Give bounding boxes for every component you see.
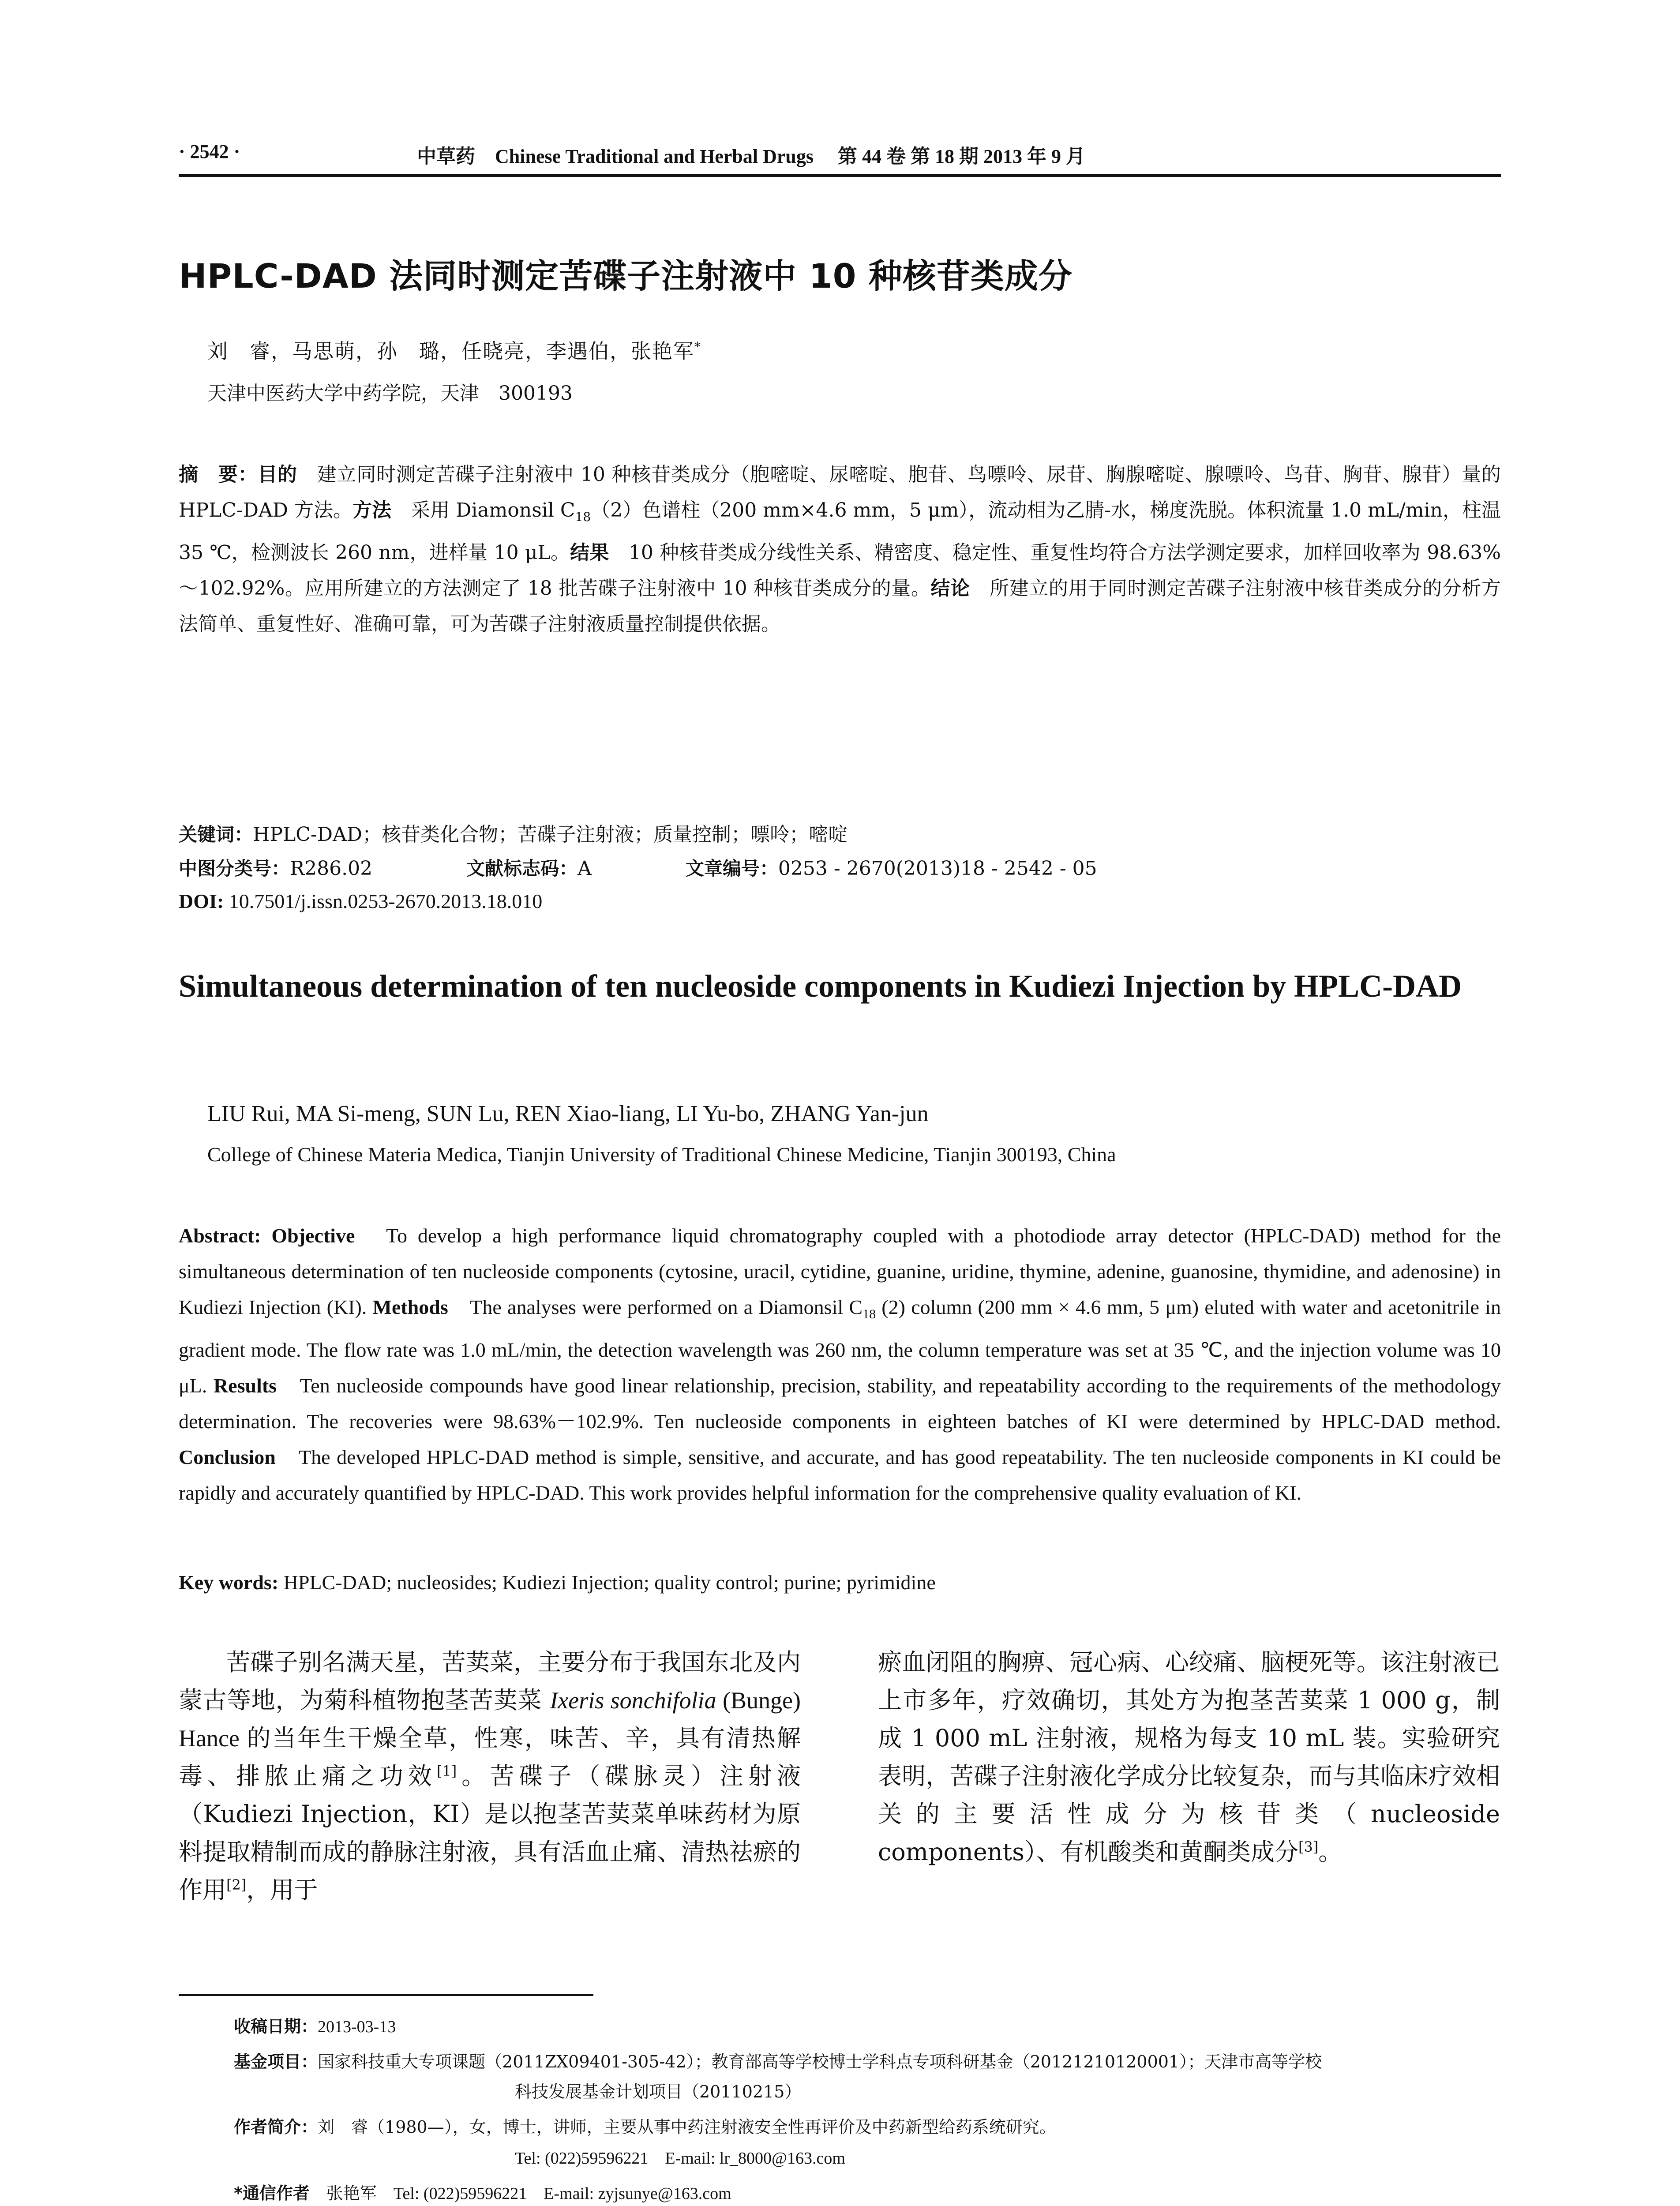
abstract-en-results-text: Ten nucleoside compounds have good linear relationship, precision, stability, and repeatability according to the requirements of the methodology determination. The recoveries were 98.63%－102.9%. Ten nucleoside components in eighteen batches of KI were determined by HPLC-DAD method. [179,1374,1501,1433]
body-text: 瘀血闭阻的胸痹、冠心病、心绞痛、脑梗死等。该注射液已上市多年，疗效确切，其处方为抱茎苦荬菜 1 000 g，制成 1 000 mL 注射液，规格为每支 10 mL 装。实验研究表明，苦碟子注射液化学成分比较复杂，而与其临床疗效相关的主要活性成分为核苷类（nucleoside components）、有机酸类和黄酮类成分 [878,1648,1500,1866]
footnote-author [234,2113,1056,2138]
footnote-rule [179,1994,593,1996]
abstract-en-results-label: Results [213,1374,277,1397]
corresponding-mark: * [694,339,701,354]
doi-value[interactable]: 10.7501/j.issn.0253-2670.2013.18.010 [229,890,543,912]
abstract-en-methods-text-cont: (2) column (200 mm × 4.6 mm, 5 μm) eluted with water and acetonitrile in gradient mode. The flow rate was 1.0 mL/min, the detection wavelength was 260 nm, the column temperature was set at 35 ℃, and the injection volume was 10 μL. [179,1296,1501,1397]
body-paragraph [179,1643,801,1909]
footnote-corresponding [234,2180,731,2204]
doc-code-label: 文献标志码： [466,858,578,879]
conclusion-label: 结论 [930,577,970,600]
body-text: 。 [1318,1838,1342,1866]
footnote-author-contact: Tel: (022)59596221 E-mail: lr_8000@163.com [515,2149,845,2168]
abstract-en-objective-label: Abstract: Objective [179,1224,355,1247]
received-label: 收稿日期： [234,2017,318,2036]
abstract-label: 摘 要： [179,463,258,486]
citation-ref[interactable]: [1] [436,1763,457,1779]
body-column-right [878,1643,1500,1871]
journal-name-cn: 中草药 [417,145,475,168]
author-bio-text: 刘 睿（1980—），女，博士，讲师，主要从事中药注射液安全性再评价及中药新型给药系统研究。 [318,2117,1056,2137]
citation-ref[interactable]: [2] [226,1876,247,1893]
abstract-en [179,1218,1501,1511]
body-text: 。苦碟子（碟脉灵）注射液（Kudiezi Injection，KI）是以抱茎苦荬菜单味药材为原料提取精制而成的静脉注射液，具有活血止痛、清热祛瘀的作用 [179,1762,801,1904]
abstract-en-conclusion-label: Conclusion [179,1446,276,1469]
body-text: (Bunge) Hance 的当年生干燥全草，性寒，味苦、辛，具有清热解毒、排脓止痛之功效 [179,1687,801,1790]
keywords-text: HPLC-DAD；核苷类化合物；苦碟子注射液；质量控制；嘌呤；嘧啶 [253,823,848,846]
doi-line [179,889,542,913]
authors-en: LIU Rui, MA Si-meng, SUN Lu, REN Xiao-liang, LI Yu-bo, ZHANG Yan-jun [207,1101,929,1126]
keywords-cn [179,818,848,847]
abstract-cn [179,457,1501,642]
page-number: · 2542 · [179,141,240,162]
doc-code-value: A [578,857,592,880]
article-number-value: 0253 - 2670(2013)18 - 2542 - 05 [778,857,1097,880]
journal-name [417,140,1085,169]
affiliation-en: College of Chinese Materia Medica, Tianjin University of Traditional Chinese Medicine, Tianjin 300193, China [207,1143,1116,1166]
body-text: ，用于 [246,1876,318,1904]
objective-label: 目的 [258,463,297,486]
author-bio-label: 作者简介： [234,2117,318,2137]
results-label: 结果 [570,541,609,564]
keywords-en-label: Key words: [179,1571,279,1594]
clc-label: 中图分类号： [179,858,290,879]
body-column-left [179,1643,801,1909]
clc-value: R286.02 [290,857,373,880]
title-en: Simultaneous determination of ten nucleoside components in Kudiezi Injection by HPLC-DAD [179,968,1462,1004]
classification-line [179,854,1097,881]
paper-page [179,132,1501,2203]
methods-subscript: 18 [575,509,591,524]
conclusion-text: 所建立的用于同时测定苦碟子注射液中核苷类成分的分析方法简单、重复性好、准确可靠，可为苦碟子注射液质量控制提供依据。 [179,577,1501,635]
journal-name-en: Chinese Traditional and Herbal Drugs [495,146,814,167]
abstract-en-methods-text: The analyses were performed on a Diamonsil C [448,1296,863,1318]
corresponding-contact: 张艳军 Tel: (022)59596221 E-mail: zyjsunye@163.com [309,2184,731,2203]
body-text: 苦碟子别名满天星，苦荬菜，主要分布于我国东北及内蒙古等地，为菊科植物抱茎苦荬菜 [179,1648,801,1714]
header-rule [179,174,1501,177]
abstract-en-methods-label: Methods [372,1296,448,1318]
abstract-en-objective-text: To develop a high performance liquid chromatography coupled with a photodiode array detector (HPLC-DAD) method for the simultaneous determination of ten nucleoside components (cytosine, uracil, cytidine, guanine, uridine, thymine, adenine, guanosine, thymidine, and adenosine) in Kudiezi Injection (KI). [179,1224,1501,1318]
keywords-en [179,1571,936,1594]
methods-label: 方法 [352,499,392,521]
abstract-en-subscript: 18 [862,1307,876,1322]
authors-cn: 刘 睿，马思萌，孙 璐，任晓亮，李遇伯，张艳军* [207,339,701,363]
body-paragraph-cont [878,1643,1500,1871]
affiliation-cn: 天津中医药大学中药学院，天津 300193 [207,382,573,405]
results-text: 10 种核苷类成分线性关系、精密度、稳定性、重复性均符合方法学测定要求，加样回收率为 98.63%～102.92%。应用所建立的方法测定了 18 批苦碟子注射液中 10 种核苷类成分的量。 [179,541,1501,600]
keywords-label: 关键词： [179,824,253,845]
article-number-label: 文章编号： [685,858,778,879]
methods-text-cont: （2）色谱柱（200 mm×4.6 mm，5 μm），流动相为乙腈-水，梯度洗脱。体积流量 1.0 mL/min，柱温 35 ℃，检测波长 260 nm，进样量 10 μL。 [179,499,1501,564]
species-name: Ixeris sonchifolia [550,1687,716,1714]
objective-text: 建立同时测定苦碟子注射液中 10 种核苷类成分（胞嘧啶、尿嘧啶、胞苷、鸟嘌呤、尿苷、胸腺嘧啶、腺嘌呤、鸟苷、胸苷、腺苷）量的 HPLC-DAD 方法。 [179,463,1501,521]
doi-label: DOI: [179,890,224,912]
corresponding-label: *通信作者 [234,2183,310,2203]
fund-text: 国家科技重大专项课题（2011ZX09401-305-42）；教育部高等学校博士学科点专项科研基金（20121210120001）；天津市高等学校 [318,2052,1322,2071]
keywords-en-text: HPLC-DAD; nucleosides; Kudiezi Injection; quality control; purine; pyrimidine [278,1571,936,1594]
citation-ref[interactable]: [3] [1298,1838,1319,1855]
footnote-received [234,2013,396,2037]
footnote-fund-cont: 科技发展基金计划项目（20110215） [515,2082,802,2101]
title-cn: HPLC-DAD 法同时测定苦碟子注射液中 10 种核苷类成分 [179,256,1072,296]
fund-label: 基金项目： [234,2052,318,2071]
abstract-en-conclusion-text: The developed HPLC-DAD method is simple, sensitive, and accurate, and has good repeatability. The ten nucleoside components in KI could be rapidly and accurately quantified by HPLC-DAD. This work provides helpful information for the comprehensive quality evaluation of KI. [179,1446,1501,1504]
received-value: 2013-03-13 [318,2018,396,2036]
issue-info: 第 44 卷 第 18 期 2013 年 9 月 [838,146,1086,167]
footnote-fund [234,2048,1322,2072]
running-header [179,132,1501,181]
methods-text: 采用 Diamonsil C [391,499,575,521]
